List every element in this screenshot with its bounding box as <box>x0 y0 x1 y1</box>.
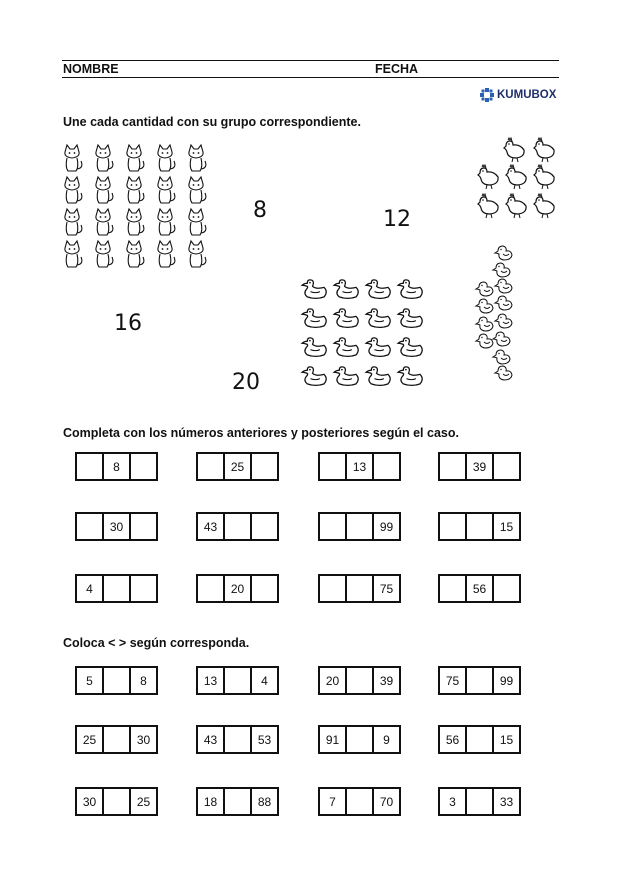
chick-icon <box>493 263 510 277</box>
chick-icon <box>495 314 512 328</box>
number-box: 7 <box>318 787 347 816</box>
number-box: 25 <box>223 452 252 481</box>
answer-box[interactable] <box>129 574 158 603</box>
cat-icon <box>65 177 82 203</box>
cat-icon <box>127 241 144 267</box>
hen-icon <box>506 194 526 218</box>
comparison-answer-box[interactable] <box>223 787 252 816</box>
answer-box[interactable] <box>438 452 467 481</box>
answer-box[interactable] <box>250 452 279 481</box>
sequence-group <box>438 512 521 541</box>
compare-group <box>438 787 521 816</box>
number-box: 3 <box>438 787 467 816</box>
cat-icon <box>127 177 144 203</box>
number-box: 8 <box>129 666 158 695</box>
number-box: 56 <box>438 725 467 754</box>
chick-icon <box>476 334 493 348</box>
number-box: 56 <box>465 574 494 603</box>
kumubox-icon <box>480 88 494 102</box>
comparison-answer-box[interactable] <box>102 787 131 816</box>
cat-icon <box>189 241 206 267</box>
number-box: 18 <box>196 787 225 816</box>
duck-icon <box>366 338 390 357</box>
duck-icon <box>302 367 326 386</box>
number-box: 15 <box>492 512 521 541</box>
chick-icon <box>476 282 493 296</box>
number-box: 99 <box>492 666 521 695</box>
cat-icon <box>158 241 175 267</box>
sequence-group <box>196 574 279 603</box>
comparison-answer-box[interactable] <box>102 725 131 754</box>
chicks-group <box>474 243 524 383</box>
sequence-group <box>75 512 158 541</box>
sequence-group <box>75 452 158 481</box>
number-12: 12 <box>383 207 411 232</box>
answer-box[interactable] <box>318 452 347 481</box>
duck-icon <box>398 280 422 299</box>
ducks-group <box>298 276 433 396</box>
number-box: 30 <box>102 512 131 541</box>
comparison-answer-box[interactable] <box>102 666 131 695</box>
instruction-match: Une cada cantidad con su grupo correspondiente. <box>63 115 361 129</box>
answer-box[interactable] <box>372 452 401 481</box>
compare-group <box>196 666 279 695</box>
number-box: 15 <box>492 725 521 754</box>
cat-icon <box>96 209 113 235</box>
number-box: 20 <box>318 666 347 695</box>
answer-box[interactable] <box>438 512 467 541</box>
number-box: 8 <box>102 452 131 481</box>
hens-group <box>474 136 569 226</box>
cat-icon <box>189 177 206 203</box>
cat-icon <box>158 177 175 203</box>
duck-icon <box>398 367 422 386</box>
comparison-answer-box[interactable] <box>223 666 252 695</box>
chick-icon <box>476 317 493 331</box>
answer-box[interactable] <box>129 512 158 541</box>
number-16: 16 <box>114 311 142 336</box>
comparison-answer-box[interactable] <box>345 725 374 754</box>
number-box: 75 <box>438 666 467 695</box>
cat-icon <box>96 241 113 267</box>
duck-icon <box>334 367 358 386</box>
cat-icon <box>65 145 82 171</box>
compare-group <box>438 666 521 695</box>
hen-icon <box>478 194 498 218</box>
sequence-group <box>318 574 401 603</box>
duck-icon <box>302 309 326 328</box>
hen-icon <box>506 165 526 189</box>
duck-icon <box>366 280 390 299</box>
comparison-answer-box[interactable] <box>345 787 374 816</box>
answer-box[interactable] <box>250 512 279 541</box>
answer-box[interactable] <box>318 512 347 541</box>
number-box: 13 <box>345 452 374 481</box>
number-box: 25 <box>129 787 158 816</box>
number-box: 4 <box>75 574 104 603</box>
duck-icon <box>334 309 358 328</box>
brand-logo <box>480 88 556 102</box>
number-8: 8 <box>253 198 267 223</box>
number-box: 4 <box>250 666 279 695</box>
hen-icon <box>534 138 554 162</box>
compare-group <box>196 725 279 754</box>
compare-group <box>318 725 401 754</box>
compare-group <box>75 725 158 754</box>
number-box: 39 <box>465 452 494 481</box>
number-box: 30 <box>75 787 104 816</box>
answer-box[interactable] <box>223 512 252 541</box>
brand-name: KUMUBOX <box>497 89 557 101</box>
number-box: 5 <box>75 666 104 695</box>
header-bottom-line <box>62 77 559 78</box>
hen-icon <box>534 194 554 218</box>
answer-box[interactable] <box>75 452 104 481</box>
cat-icon <box>65 241 82 267</box>
number-20: 20 <box>232 370 260 395</box>
comparison-answer-box[interactable] <box>465 725 494 754</box>
duck-icon <box>302 280 326 299</box>
number-box: 9 <box>372 725 401 754</box>
compare-group <box>318 787 401 816</box>
chick-icon <box>476 299 493 313</box>
number-box: 20 <box>223 574 252 603</box>
compare-group <box>75 787 158 816</box>
date-label: FECHA <box>375 62 419 76</box>
cat-icon <box>96 145 113 171</box>
duck-icon <box>398 338 422 357</box>
answer-box[interactable] <box>318 574 347 603</box>
chick-icon <box>495 246 512 260</box>
sequence-group <box>75 574 158 603</box>
number-box: 75 <box>372 574 401 603</box>
duck-icon <box>366 309 390 328</box>
sequence-group <box>438 574 521 603</box>
duck-icon <box>334 280 358 299</box>
answer-box[interactable] <box>465 512 494 541</box>
answer-box[interactable] <box>345 574 374 603</box>
chick-icon <box>495 279 512 293</box>
name-label: NOMBRE <box>63 62 119 76</box>
compare-group <box>196 787 279 816</box>
sequence-group <box>438 452 521 481</box>
cat-icon <box>127 145 144 171</box>
number-box: 33 <box>492 787 521 816</box>
answer-box[interactable] <box>250 574 279 603</box>
sequence-group <box>318 512 401 541</box>
chick-icon <box>495 366 512 380</box>
number-box: 30 <box>129 725 158 754</box>
number-box: 43 <box>196 725 225 754</box>
answer-box[interactable] <box>129 452 158 481</box>
number-box: 39 <box>372 666 401 695</box>
answer-box[interactable] <box>492 452 521 481</box>
number-box: 25 <box>75 725 104 754</box>
comparison-answer-box[interactable] <box>465 787 494 816</box>
sequence-group <box>196 512 279 541</box>
sequence-group <box>318 452 401 481</box>
number-box: 43 <box>196 512 225 541</box>
duck-icon <box>334 338 358 357</box>
hen-icon <box>478 165 498 189</box>
number-box: 91 <box>318 725 347 754</box>
comparison-answer-box[interactable] <box>223 725 252 754</box>
answer-box[interactable] <box>102 574 131 603</box>
chick-icon <box>495 296 512 310</box>
answer-box[interactable] <box>196 452 225 481</box>
comparison-answer-box[interactable] <box>345 666 374 695</box>
duck-icon <box>398 309 422 328</box>
number-box: 99 <box>372 512 401 541</box>
number-box: 13 <box>196 666 225 695</box>
duck-icon <box>302 338 326 357</box>
hen-icon <box>534 165 554 189</box>
answer-box[interactable] <box>438 574 467 603</box>
duck-icon <box>366 367 390 386</box>
cat-icon <box>189 145 206 171</box>
instruction-compare: Coloca < > según corresponda. <box>63 636 250 650</box>
sequence-group <box>196 452 279 481</box>
compare-group <box>438 725 521 754</box>
number-box: 53 <box>250 725 279 754</box>
cat-icon <box>158 209 175 235</box>
comparison-answer-box[interactable] <box>465 666 494 695</box>
number-box: 88 <box>250 787 279 816</box>
chick-icon <box>493 350 510 364</box>
answer-box[interactable] <box>196 574 225 603</box>
cat-icon <box>96 177 113 203</box>
compare-group <box>75 666 158 695</box>
cat-icon <box>158 145 175 171</box>
chick-icon <box>493 332 510 346</box>
answer-box[interactable] <box>75 512 104 541</box>
cats-group <box>60 142 220 272</box>
cat-icon <box>189 209 206 235</box>
number-box: 70 <box>372 787 401 816</box>
hen-icon <box>504 138 524 162</box>
cat-icon <box>65 209 82 235</box>
instruction-complete: Completa con los números anteriores y posteriores según el caso. <box>63 426 459 440</box>
answer-box[interactable] <box>345 512 374 541</box>
compare-group <box>318 666 401 695</box>
answer-box[interactable] <box>492 574 521 603</box>
cat-icon <box>127 209 144 235</box>
header-top-line <box>62 60 559 61</box>
